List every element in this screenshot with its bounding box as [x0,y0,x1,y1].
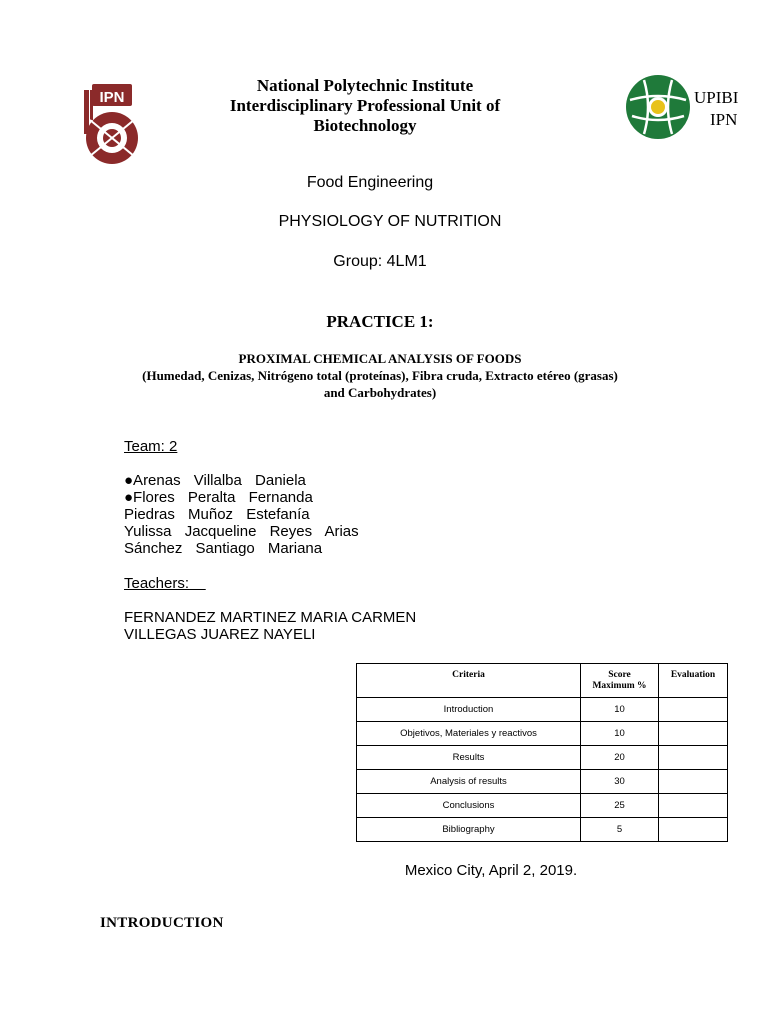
institute-header [200,76,530,136]
table-row [357,818,728,842]
evaluation-cell [659,698,728,722]
score-cell: 10 [581,722,659,746]
score-header-line: Maximum % [592,681,647,691]
criteria-cell: Bibliography [357,818,581,842]
evaluation-header: Evaluation [659,664,728,698]
evaluation-cell [659,746,728,770]
institute-name: National Polytechnic Institute [256,76,474,95]
ipn-logo-text: IPN [99,89,125,106]
teachers-label-wrap [124,575,206,592]
evaluation-rubric-table [356,663,728,842]
criteria-cell: Analysis of results [357,770,581,794]
score-cell: 30 [581,770,659,794]
evaluation-cell [659,722,728,746]
evaluation-cell [659,770,728,794]
practice-title-line: PROXIMAL CHEMICAL ANALYSIS OF FOODS [238,351,522,366]
score-cell: 25 [581,794,659,818]
unit-field: Biotechnology [313,116,417,135]
team-member: Sánchez Santiago Mariana [124,540,323,557]
teacher-name: FERNANDEZ MARTINEZ MARIA CARMEN [124,609,417,626]
criteria-header: Criteria [357,664,581,698]
evaluation-cell [659,818,728,842]
score-header-line: Score [608,670,631,680]
practice-title-line: (Humedad, Cenizas, Nitrógeno total (proteínas), Fibra cruda, Extracto etéreo (grasas) [142,368,618,383]
course-name: Food Engineering [306,174,434,191]
group-label: Group: 4LM1 [333,253,427,270]
score-cell: 5 [581,818,659,842]
team-label: Team: 2 [124,438,178,455]
team-member: ●Flores Peralta Fernanda [124,489,313,506]
criteria-cell: Conclusions [357,794,581,818]
score-header [581,664,659,698]
table-header-row [357,664,728,698]
table-row [357,746,728,770]
teachers-label: Teachers: [124,575,190,592]
practice-title-line: and Carbohydrates) [323,385,437,400]
team-member: ●Arenas Villalba Daniela [124,472,306,489]
evaluation-cell [659,794,728,818]
teacher-name: VILLEGAS JUAREZ NAYELI [124,626,316,643]
team-section [124,438,359,557]
team-member: Yulissa Jacqueline Reyes Arias [124,523,359,540]
upibi-emblem-icon [624,72,758,142]
document-date: Mexico City, April 2, 2019. [404,862,578,879]
team-members [124,472,359,557]
score-cell: 20 [581,746,659,770]
upibi-logo [624,72,758,142]
team-member: Piedras Muñoz Estefanía [124,506,310,523]
upibi-logo-text: UPIBI [694,88,739,107]
unit-name: Interdisciplinary Professional Unit of [229,96,501,115]
teachers-list [124,609,416,643]
criteria-cell: Introduction [357,698,581,722]
subject-title: PHYSIOLOGY OF NUTRITION [278,213,502,230]
table-row [357,770,728,794]
table-row [357,794,728,818]
table-row [357,698,728,722]
table-row [357,722,728,746]
ipn-emblem-icon [78,80,142,174]
ipn-logo [78,80,142,174]
score-cell: 10 [581,698,659,722]
criteria-cell: Results [357,746,581,770]
introduction-heading: INTRODUCTION [100,915,224,931]
practice-title [60,350,700,401]
practice-label: PRACTICE 1: [326,312,434,331]
upibi-logo-ipn-text: IPN [710,110,738,129]
criteria-cell: Objetivos, Materiales y reactivos [357,722,581,746]
